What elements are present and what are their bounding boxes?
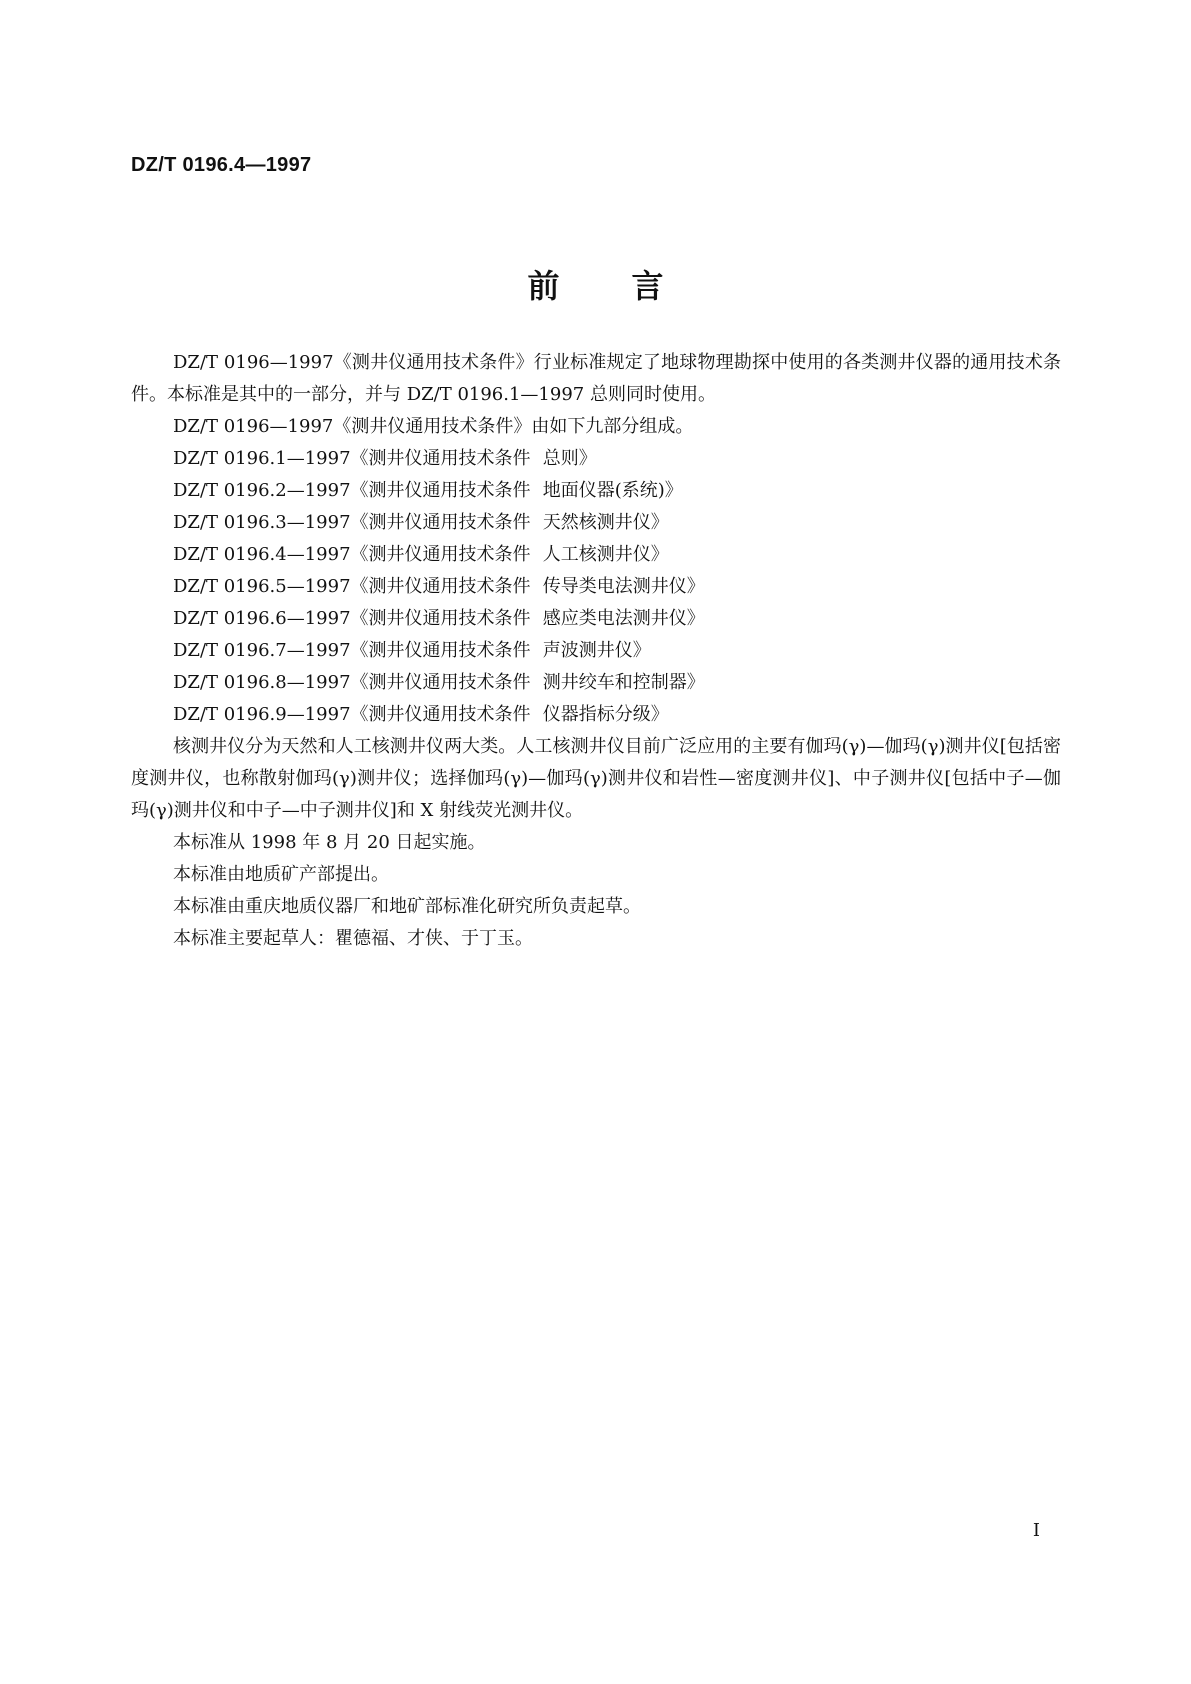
page-title: 前言 bbox=[527, 267, 736, 305]
implementation-date: 本标准从 1998 年 8 月 20 日起实施。 bbox=[173, 832, 486, 853]
part-code: DZ/T 0196.8—1997《测井仪通用技术条件 bbox=[173, 672, 531, 693]
nuclear-logging-paragraph: 核测井仪分为天然和人工核测井仪两大类。人工核测井仪目前广泛应用的主要有伽玛(γ)—伽玛(γ)测井仪[包括密度测井仪，也称散射伽玛(γ)测井仪；选择伽玛(γ)—伽玛(γ)测井仪和岩性—密度测井仪]、中子测井仪[包括中子—伽玛(γ)测井仪和中子—中子测井仪]和 X 射线荧光测井仪。 bbox=[131, 736, 1061, 821]
main-drafters: 本标准主要起草人：瞿德福、才侠、于丁玉。 bbox=[173, 928, 533, 949]
part-list-item bbox=[131, 539, 1061, 571]
part-list-item bbox=[131, 667, 1061, 699]
part-name: 总则》 bbox=[542, 448, 597, 469]
part-code: DZ/T 0196.7—1997《测井仪通用技术条件 bbox=[173, 640, 531, 661]
part-name: 声波测井仪》 bbox=[542, 640, 651, 661]
part-name: 地面仪器(系统)》 bbox=[542, 480, 683, 501]
part-list-item bbox=[131, 507, 1061, 539]
part-list-item bbox=[131, 635, 1061, 667]
part-code: DZ/T 0196.2—1997《测井仪通用技术条件 bbox=[173, 480, 531, 501]
page-number: I bbox=[1032, 1520, 1040, 1541]
part-code: DZ/T 0196.6—1997《测井仪通用技术条件 bbox=[173, 608, 531, 629]
part-code: DZ/T 0196.9—1997《测井仪通用技术条件 bbox=[173, 704, 531, 725]
drafted-by: 本标准由重庆地质仪器厂和地矿部标准化研究所负责起草。 bbox=[173, 896, 641, 917]
part-code: DZ/T 0196.5—1997《测井仪通用技术条件 bbox=[173, 576, 531, 597]
part-name: 传导类电法测井仪》 bbox=[542, 576, 705, 597]
part-name: 人工核测井仪》 bbox=[542, 544, 669, 565]
part-list-item bbox=[131, 699, 1061, 731]
part-list-item bbox=[131, 571, 1061, 603]
standard-code: DZ/T 0196.4—1997 bbox=[131, 154, 312, 176]
part-list-item bbox=[131, 603, 1061, 635]
part-list-item bbox=[131, 475, 1061, 507]
part-name: 天然核测井仪》 bbox=[542, 512, 669, 533]
part-code: DZ/T 0196.1—1997《测井仪通用技术条件 bbox=[173, 448, 531, 469]
intro-paragraph: DZ/T 0196—1997《测井仪通用技术条件》行业标准规定了地球物理勘探中使用的各类测井仪器的通用技术条件。本标准是其中的一部分，并与 DZ/T 0196.1—1997 总则同时使用。 bbox=[131, 352, 1061, 405]
proposed-by: 本标准由地质矿产部提出。 bbox=[173, 864, 389, 885]
part-name: 感应类电法测井仪》 bbox=[542, 608, 705, 629]
foreword-body bbox=[131, 347, 1061, 955]
part-name: 测井绞车和控制器》 bbox=[542, 672, 705, 693]
part-name: 仪器指标分级》 bbox=[542, 704, 669, 725]
part-code: DZ/T 0196.4—1997《测井仪通用技术条件 bbox=[173, 544, 531, 565]
part-code: DZ/T 0196.3—1997《测井仪通用技术条件 bbox=[173, 512, 531, 533]
composition-sentence: DZ/T 0196—1997《测井仪通用技术条件》由如下九部分组成。 bbox=[173, 416, 694, 437]
part-list-item bbox=[131, 443, 1061, 475]
